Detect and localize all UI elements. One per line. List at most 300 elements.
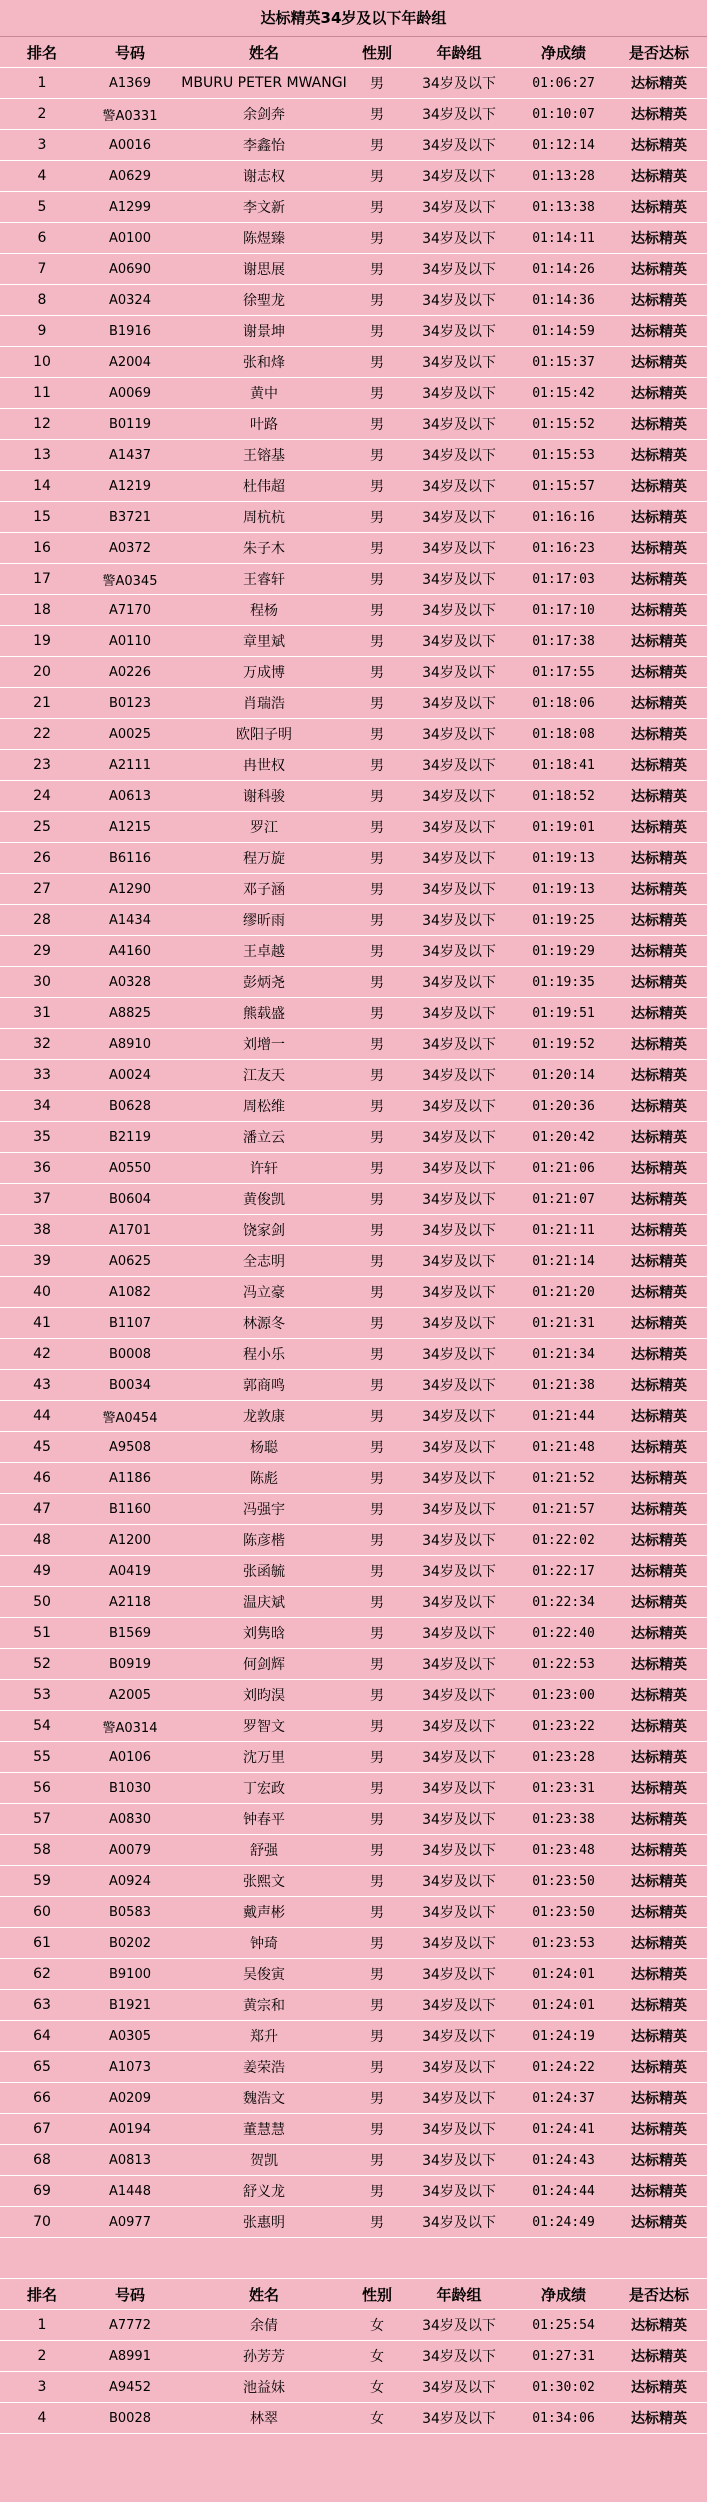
rank-cell: 57 — [0, 1804, 84, 1835]
qualified-cell: 达标精英 — [611, 161, 707, 192]
qualified-cell: 达标精英 — [611, 719, 707, 750]
rank-cell: 26 — [0, 843, 84, 874]
gender-cell: 男 — [352, 1370, 402, 1401]
net-time-cell: 01:24:43 — [516, 2145, 611, 2176]
qualified-cell: 达标精英 — [611, 1432, 707, 1463]
net-time-cell: 01:21:34 — [516, 1339, 611, 1370]
rank-cell: 54 — [0, 1711, 84, 1742]
age-group-cell: 34岁及以下 — [402, 1122, 516, 1153]
age-group-cell: 34岁及以下 — [402, 1897, 516, 1928]
table-row — [0, 812, 707, 843]
bib-cell: B0034 — [84, 1370, 176, 1401]
name-cell: 李文新 — [176, 192, 352, 223]
bib-cell: A1434 — [84, 905, 176, 936]
name-cell: 谢景坤 — [176, 316, 352, 347]
bib-cell: A0328 — [84, 967, 176, 998]
name-cell: 黄俊凯 — [176, 1184, 352, 1215]
name-cell: 钟琦 — [176, 1928, 352, 1959]
bib-cell: A1299 — [84, 192, 176, 223]
rank-cell: 62 — [0, 1959, 84, 1990]
rank-cell: 27 — [0, 874, 84, 905]
rank-cell: 61 — [0, 1928, 84, 1959]
qualified-cell: 达标精英 — [611, 99, 707, 130]
net-time-cell: 01:19:01 — [516, 812, 611, 843]
gender-cell: 男 — [352, 1587, 402, 1618]
name-cell: 欧阳子明 — [176, 719, 352, 750]
age-group-cell: 34岁及以下 — [402, 2145, 516, 2176]
gender-cell: 男 — [352, 936, 402, 967]
name-cell: 王镕基 — [176, 440, 352, 471]
table-row — [0, 1060, 707, 1091]
age-group-cell: 34岁及以下 — [402, 1401, 516, 1432]
name-cell: 魏浩文 — [176, 2083, 352, 2114]
bib-cell: A1448 — [84, 2176, 176, 2207]
net-time-cell: 01:24:01 — [516, 1959, 611, 1990]
bib-cell: A0550 — [84, 1153, 176, 1184]
table-row — [0, 2114, 707, 2145]
name-cell: 舒义龙 — [176, 2176, 352, 2207]
qualified-cell: 达标精英 — [611, 1308, 707, 1339]
rank-cell: 35 — [0, 1122, 84, 1153]
name-cell: 周杭杭 — [176, 502, 352, 533]
table-row — [0, 1370, 707, 1401]
name-cell: 冯立豪 — [176, 1277, 352, 1308]
qualified-cell: 达标精英 — [611, 1401, 707, 1432]
gender-cell: 男 — [352, 1277, 402, 1308]
age-group-cell: 34岁及以下 — [402, 316, 516, 347]
bib-cell: B0604 — [84, 1184, 176, 1215]
qualified-cell: 达标精英 — [611, 905, 707, 936]
name-cell: 谢志权 — [176, 161, 352, 192]
qualified-cell: 达标精英 — [611, 1835, 707, 1866]
table-row — [0, 1215, 707, 1246]
name-cell: 余剑奔 — [176, 99, 352, 130]
bib-cell: A1369 — [84, 68, 176, 99]
table-row — [0, 502, 707, 533]
table-row — [0, 1649, 707, 1680]
net-time-cell: 01:21:57 — [516, 1494, 611, 1525]
name-cell: 冉世权 — [176, 750, 352, 781]
name-cell: 熊载盛 — [176, 998, 352, 1029]
qualified-cell: 达标精英 — [611, 688, 707, 719]
net-time-cell: 01:21:38 — [516, 1370, 611, 1401]
bib-cell: A0106 — [84, 1742, 176, 1773]
net-time-cell: 01:20:42 — [516, 1122, 611, 1153]
rank-cell: 4 — [0, 161, 84, 192]
rank-cell: 23 — [0, 750, 84, 781]
bib-cell: B9100 — [84, 1959, 176, 1990]
bib-cell: B0628 — [84, 1091, 176, 1122]
gender-cell: 男 — [352, 347, 402, 378]
rank-cell: 45 — [0, 1432, 84, 1463]
qualified-cell: 达标精英 — [611, 1649, 707, 1680]
age-group-cell: 34岁及以下 — [402, 812, 516, 843]
age-group-cell: 34岁及以下 — [402, 192, 516, 223]
table-row — [0, 440, 707, 471]
bib-cell: A9508 — [84, 1432, 176, 1463]
age-group-cell: 34岁及以下 — [402, 781, 516, 812]
gender-cell: 男 — [352, 161, 402, 192]
rank-cell: 16 — [0, 533, 84, 564]
net-time-cell: 01:22:40 — [516, 1618, 611, 1649]
name-cell: 陈彪 — [176, 1463, 352, 1494]
rank-cell: 46 — [0, 1463, 84, 1494]
age-group-cell: 34岁及以下 — [402, 1153, 516, 1184]
gender-cell: 男 — [352, 595, 402, 626]
table-row — [0, 1835, 707, 1866]
age-group-cell: 34岁及以下 — [402, 2403, 516, 2434]
age-group-cell: 34岁及以下 — [402, 1959, 516, 1990]
name-cell: 周松维 — [176, 1091, 352, 1122]
rank-cell: 2 — [0, 2341, 84, 2372]
age-group-cell: 34岁及以下 — [402, 843, 516, 874]
gender-cell: 男 — [352, 1649, 402, 1680]
name-cell: 舒强 — [176, 1835, 352, 1866]
name-cell: 贺凯 — [176, 2145, 352, 2176]
table-row — [0, 657, 707, 688]
name-cell: 姜荣浩 — [176, 2052, 352, 2083]
rank-cell: 22 — [0, 719, 84, 750]
net-time-cell: 01:20:36 — [516, 1091, 611, 1122]
table-row — [0, 595, 707, 626]
rank-cell: 52 — [0, 1649, 84, 1680]
net-time-cell: 01:18:08 — [516, 719, 611, 750]
table-row — [0, 1587, 707, 1618]
qualified-cell: 达标精英 — [611, 1494, 707, 1525]
table-row — [0, 285, 707, 316]
gender-cell: 男 — [352, 1742, 402, 1773]
net-time-cell: 01:24:01 — [516, 1990, 611, 2021]
table-row — [0, 1308, 707, 1339]
gender-cell: 男 — [352, 1184, 402, 1215]
name-cell: 罗智文 — [176, 1711, 352, 1742]
net-time-cell: 01:20:14 — [516, 1060, 611, 1091]
net-time-cell: 01:19:13 — [516, 843, 611, 874]
gender-cell: 男 — [352, 409, 402, 440]
age-group-cell: 34岁及以下 — [402, 1184, 516, 1215]
table-row — [0, 1463, 707, 1494]
net-time-cell: 01:34:06 — [516, 2403, 611, 2434]
rank-cell: 64 — [0, 2021, 84, 2052]
qualified-cell: 达标精英 — [611, 936, 707, 967]
age-group-cell: 34岁及以下 — [402, 1587, 516, 1618]
qualified-cell: 达标精英 — [611, 223, 707, 254]
bib-cell: A1219 — [84, 471, 176, 502]
name-cell: 潘立云 — [176, 1122, 352, 1153]
qualified-cell: 达标精英 — [611, 1959, 707, 1990]
age-group-cell: 34岁及以下 — [402, 1742, 516, 1773]
bib-cell: A0625 — [84, 1246, 176, 1277]
net-time-cell: 01:27:31 — [516, 2341, 611, 2372]
table-row — [0, 2207, 707, 2238]
table-row — [0, 254, 707, 285]
net-time-cell: 01:10:07 — [516, 99, 611, 130]
name-cell: 缪昕雨 — [176, 905, 352, 936]
qualified-cell: 达标精英 — [611, 2341, 707, 2372]
qualified-cell: 达标精英 — [611, 347, 707, 378]
age-group-cell: 34岁及以下 — [402, 1060, 516, 1091]
age-group-cell: 34岁及以下 — [402, 874, 516, 905]
name-cell: 程杨 — [176, 595, 352, 626]
table-row — [0, 1711, 707, 1742]
age-group-cell: 34岁及以下 — [402, 440, 516, 471]
name-cell: 江友天 — [176, 1060, 352, 1091]
age-group-cell: 34岁及以下 — [402, 626, 516, 657]
name-cell: 丁宏政 — [176, 1773, 352, 1804]
age-group-cell: 34岁及以下 — [402, 1463, 516, 1494]
name-cell: 龙敦康 — [176, 1401, 352, 1432]
name-cell: 王睿轩 — [176, 564, 352, 595]
qualified-cell: 达标精英 — [611, 1773, 707, 1804]
age-group-cell: 34岁及以下 — [402, 2207, 516, 2238]
bib-cell: A7772 — [84, 2310, 176, 2341]
gender-cell: 男 — [352, 657, 402, 688]
rank-cell: 8 — [0, 285, 84, 316]
age-group-cell: 34岁及以下 — [402, 1494, 516, 1525]
bib-cell: 警A0314 — [84, 1711, 176, 1742]
rank-cell: 28 — [0, 905, 84, 936]
rank-cell: 1 — [0, 2310, 84, 2341]
name-cell: 谢科骏 — [176, 781, 352, 812]
name-cell: 林翠 — [176, 2403, 352, 2434]
section-gap — [0, 2238, 707, 2279]
age-group-cell: 34岁及以下 — [402, 1277, 516, 1308]
age-group-cell: 34岁及以下 — [402, 347, 516, 378]
gender-cell: 女 — [352, 2372, 402, 2403]
net-time-cell: 01:23:28 — [516, 1742, 611, 1773]
gender-cell: 男 — [352, 1556, 402, 1587]
rank-cell: 12 — [0, 409, 84, 440]
net-time-cell: 01:22:34 — [516, 1587, 611, 1618]
name-cell: 程小乐 — [176, 1339, 352, 1370]
qualified-cell: 达标精英 — [611, 2176, 707, 2207]
qualified-cell: 达标精英 — [611, 781, 707, 812]
age-group-cell: 34岁及以下 — [402, 1835, 516, 1866]
qualified-cell: 达标精英 — [611, 657, 707, 688]
gender-cell: 男 — [352, 1990, 402, 2021]
age-group-cell: 34岁及以下 — [402, 533, 516, 564]
net-time-cell: 01:17:38 — [516, 626, 611, 657]
qualified-cell: 达标精英 — [611, 1246, 707, 1277]
name-cell: 杜伟超 — [176, 471, 352, 502]
table-row — [0, 905, 707, 936]
rank-cell: 44 — [0, 1401, 84, 1432]
rank-cell: 20 — [0, 657, 84, 688]
bib-cell: A0372 — [84, 533, 176, 564]
bib-cell: A1437 — [84, 440, 176, 471]
qualified-cell: 达标精英 — [611, 502, 707, 533]
rank-cell: 11 — [0, 378, 84, 409]
header-net-time: 净成绩 — [516, 37, 611, 68]
table-row — [0, 688, 707, 719]
net-time-cell: 01:25:54 — [516, 2310, 611, 2341]
table-row — [0, 2021, 707, 2052]
header-name: 姓名 — [176, 2279, 352, 2310]
age-group-cell: 34岁及以下 — [402, 719, 516, 750]
gender-cell: 男 — [352, 68, 402, 99]
net-time-cell: 01:21:14 — [516, 1246, 611, 1277]
qualified-cell: 达标精英 — [611, 750, 707, 781]
gender-cell: 男 — [352, 1680, 402, 1711]
rank-cell: 48 — [0, 1525, 84, 1556]
bib-cell: A1200 — [84, 1525, 176, 1556]
name-cell: 刘增一 — [176, 1029, 352, 1060]
table-row — [0, 1773, 707, 1804]
bib-cell: B0919 — [84, 1649, 176, 1680]
table-row — [0, 161, 707, 192]
gender-cell: 男 — [352, 1215, 402, 1246]
rank-cell: 9 — [0, 316, 84, 347]
name-cell: 刘隽晗 — [176, 1618, 352, 1649]
rank-cell: 13 — [0, 440, 84, 471]
header-gender: 性别 — [352, 2279, 402, 2310]
age-group-cell: 34岁及以下 — [402, 471, 516, 502]
rank-cell: 39 — [0, 1246, 84, 1277]
table-row — [0, 2145, 707, 2176]
male-results-table — [0, 37, 707, 2238]
qualified-cell: 达标精英 — [611, 1742, 707, 1773]
bib-cell: A0629 — [84, 161, 176, 192]
name-cell: 黄宗和 — [176, 1990, 352, 2021]
bib-cell: A0324 — [84, 285, 176, 316]
net-time-cell: 01:15:37 — [516, 347, 611, 378]
qualified-cell: 达标精英 — [611, 1339, 707, 1370]
gender-cell: 男 — [352, 626, 402, 657]
net-time-cell: 01:19:51 — [516, 998, 611, 1029]
header-age-group: 年龄组 — [402, 37, 516, 68]
net-time-cell: 01:24:49 — [516, 2207, 611, 2238]
rank-cell: 49 — [0, 1556, 84, 1587]
net-time-cell: 01:21:48 — [516, 1432, 611, 1463]
gender-cell: 男 — [352, 1153, 402, 1184]
age-group-cell: 34岁及以下 — [402, 502, 516, 533]
bib-cell: B3721 — [84, 502, 176, 533]
bib-cell: A0194 — [84, 2114, 176, 2145]
gender-cell: 男 — [352, 781, 402, 812]
qualified-cell: 达标精英 — [611, 1804, 707, 1835]
net-time-cell: 01:24:37 — [516, 2083, 611, 2114]
name-cell: 何剑辉 — [176, 1649, 352, 1680]
bib-cell: A0209 — [84, 2083, 176, 2114]
bib-cell: A0690 — [84, 254, 176, 285]
qualified-cell: 达标精英 — [611, 2083, 707, 2114]
gender-cell: 男 — [352, 1339, 402, 1370]
bib-cell: B0119 — [84, 409, 176, 440]
bib-cell: A0110 — [84, 626, 176, 657]
name-cell: 肖瑞浩 — [176, 688, 352, 719]
name-cell: 张函毓 — [176, 1556, 352, 1587]
name-cell: 张惠明 — [176, 2207, 352, 2238]
rank-cell: 17 — [0, 564, 84, 595]
table-row — [0, 1556, 707, 1587]
qualified-cell: 达标精英 — [611, 1928, 707, 1959]
table-row — [0, 409, 707, 440]
age-group-cell: 34岁及以下 — [402, 1370, 516, 1401]
age-group-cell: 34岁及以下 — [402, 998, 516, 1029]
net-time-cell: 01:14:26 — [516, 254, 611, 285]
net-time-cell: 01:17:55 — [516, 657, 611, 688]
table-row — [0, 1122, 707, 1153]
table-row — [0, 1184, 707, 1215]
male-results-body — [0, 68, 707, 2238]
name-cell: 冯强宇 — [176, 1494, 352, 1525]
age-group-cell: 34岁及以下 — [402, 285, 516, 316]
rank-cell: 36 — [0, 1153, 84, 1184]
table-row — [0, 471, 707, 502]
net-time-cell: 01:18:06 — [516, 688, 611, 719]
net-time-cell: 01:06:27 — [516, 68, 611, 99]
bib-cell: A8991 — [84, 2341, 176, 2372]
qualified-cell: 达标精英 — [611, 2145, 707, 2176]
table-row — [0, 998, 707, 1029]
header-name: 姓名 — [176, 37, 352, 68]
qualified-cell: 达标精英 — [611, 409, 707, 440]
age-group-cell: 34岁及以下 — [402, 657, 516, 688]
header-age-group: 年龄组 — [402, 2279, 516, 2310]
qualified-cell: 达标精英 — [611, 68, 707, 99]
age-group-cell: 34岁及以下 — [402, 378, 516, 409]
rank-cell: 58 — [0, 1835, 84, 1866]
qualified-cell: 达标精英 — [611, 1556, 707, 1587]
header-bib: 号码 — [84, 2279, 176, 2310]
gender-cell: 男 — [352, 285, 402, 316]
rank-cell: 47 — [0, 1494, 84, 1525]
table-row — [0, 1680, 707, 1711]
net-time-cell: 01:21:52 — [516, 1463, 611, 1494]
qualified-cell: 达标精英 — [611, 1587, 707, 1618]
net-time-cell: 01:15:42 — [516, 378, 611, 409]
qualified-cell: 达标精英 — [611, 998, 707, 1029]
bib-cell: A4160 — [84, 936, 176, 967]
name-cell: 郭商鸣 — [176, 1370, 352, 1401]
gender-cell: 男 — [352, 1401, 402, 1432]
net-time-cell: 01:19:25 — [516, 905, 611, 936]
net-time-cell: 01:24:19 — [516, 2021, 611, 2052]
rank-cell: 10 — [0, 347, 84, 378]
rank-cell: 19 — [0, 626, 84, 657]
bib-cell: B1916 — [84, 316, 176, 347]
bib-cell: A0079 — [84, 1835, 176, 1866]
net-time-cell: 01:17:03 — [516, 564, 611, 595]
age-group-cell: 34岁及以下 — [402, 1091, 516, 1122]
header-rank: 排名 — [0, 37, 84, 68]
qualified-cell: 达标精英 — [611, 843, 707, 874]
table-row — [0, 2310, 707, 2341]
net-time-cell: 01:23:00 — [516, 1680, 611, 1711]
gender-cell: 男 — [352, 223, 402, 254]
rank-cell: 2 — [0, 99, 84, 130]
gender-cell: 男 — [352, 1928, 402, 1959]
age-group-cell: 34岁及以下 — [402, 1773, 516, 1804]
table-row — [0, 1959, 707, 1990]
qualified-cell: 达标精英 — [611, 1525, 707, 1556]
header-bib: 号码 — [84, 37, 176, 68]
rank-cell: 24 — [0, 781, 84, 812]
name-cell: 张和烽 — [176, 347, 352, 378]
gender-cell: 男 — [352, 1308, 402, 1339]
bib-cell: 警A0345 — [84, 564, 176, 595]
bib-cell: A0305 — [84, 2021, 176, 2052]
bib-cell: B0008 — [84, 1339, 176, 1370]
gender-cell: 男 — [352, 2176, 402, 2207]
header-net-time: 净成绩 — [516, 2279, 611, 2310]
name-cell: 张熙文 — [176, 1866, 352, 1897]
gender-cell: 女 — [352, 2341, 402, 2372]
bib-cell: B1921 — [84, 1990, 176, 2021]
name-cell: 温庆斌 — [176, 1587, 352, 1618]
net-time-cell: 01:23:31 — [516, 1773, 611, 1804]
rank-cell: 3 — [0, 130, 84, 161]
